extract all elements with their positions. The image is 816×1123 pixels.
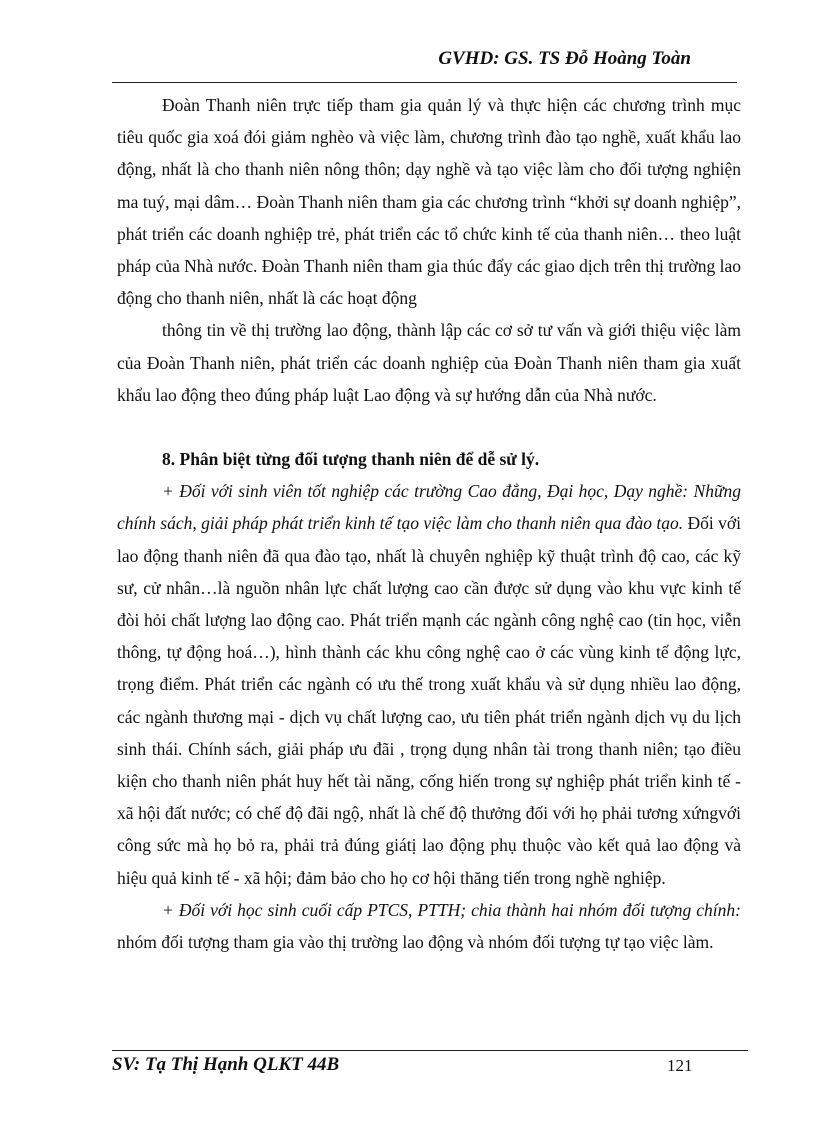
header-supervisor: GVHD: GS. TS Đỗ Hoàng Toàn [438,48,691,69]
document-body [117,89,741,958]
page-header [112,44,737,83]
paragraph-2: thông tin về thị trường lao động, thành lập các cơ sở tư vấn và giới thiệu việc làm của Đoàn Thanh niên, phát triển các doanh nghiệp của Đoàn Thanh niên tham gia xuất khẩu lao động theo đúng pháp luật Lao động và sự hướng dẫn của Nhà nước. [117,320,741,405]
footer-author: SV: Tạ Thị Hạnh QLKT 44B [112,1054,340,1075]
page-footer [112,1050,748,1081]
paragraph-3-italic: + Đối với sinh viên tốt nghiệp các trường Cao đẳng, Đại học, Dạy nghề: Những chính sách, giải pháp phát triển kinh tế tạo việc làm cho thanh niên qua đào tạo. [117,481,741,534]
paragraph-3 [117,475,741,894]
paragraph-4-italic: + Đối với học sinh cuối cấp PTCS, PTTH; chia thành hai nhóm đối tượng chính: [162,899,741,920]
paragraph-1: Đoàn Thanh niên trực tiếp tham gia quản lý và thực hiện các chương trình mục tiêu quốc gia xoá đói giảm nghèo và việc làm, chương trình đào tạo nghề, xuất khẩu lao động, nhất là cho thanh niên nông thôn; dạy nghề và tạo việc làm cho đối tượng nghiện ma tuý, mại dâm… Đoàn Thanh niên tham gia các chương trình “khởi sự doanh nghiệp”, phát triển các doanh nghiệp trẻ, phát triển các tổ chức kinh tế của thanh niên… theo luật pháp của Nhà nước. Đoàn Thanh niên tham gia thúc đẩy các giao dịch trên thị trường lao động cho thanh niên, nhất là các hoạt động [117,95,741,309]
section-heading: 8. Phân biệt từng đối tượng thanh niên để dễ sử lý. [162,449,540,470]
paragraph-4 [117,894,741,958]
paragraph-3-text: Đối với lao động thanh niên đã qua đào tạo, nhất là chuyên nghiệp kỹ thuật trình độ cao, các kỹ sư, cử nhân…là nguồn nhân lực chất lượng cao cần được sử dụng vào khu vực kinh tế đòi hỏi chất lượng lao động cao. Phát triển mạnh các ngành công nghệ cao (tin học, viễn thông, tự động hoá…), hình thành các khu công nghệ cao ở các vùng kinh tế động lực, trọng điểm. Phát triển các ngành có ưu thế trong xuất khẩu và sử dụng nhiều lao động, các ngành thương mại - dịch vụ chất lượng cao, ưu tiên phát triển ngành dịch vụ du lịch sinh thái. Chính sách, giải pháp ưu đãi , trọng dụng nhân tài trong thanh niên; tạo điều kiện cho thanh niên phát huy hết tài năng, cống hiến trong sự nghiệp phát triển kinh tế - xã hội đất nước; có chế độ đãi ngộ, nhất là chế độ thưởng đối với họ phải tương xứngvới công sức mà họ bỏ ra, phải trả đúng giátị lao động phụ thuộc vào kết quả lao động và hiệu quả kinh tế - xã hội; đảm bảo cho họ cơ hội thăng tiến trong nghề nghiệp. [117,513,741,888]
page-number: 121 [667,1056,693,1075]
paragraph-4-text: nhóm đối tượng tham gia vào thị trường lao động và nhóm đối tượng tự tạo việc làm. [117,932,714,953]
